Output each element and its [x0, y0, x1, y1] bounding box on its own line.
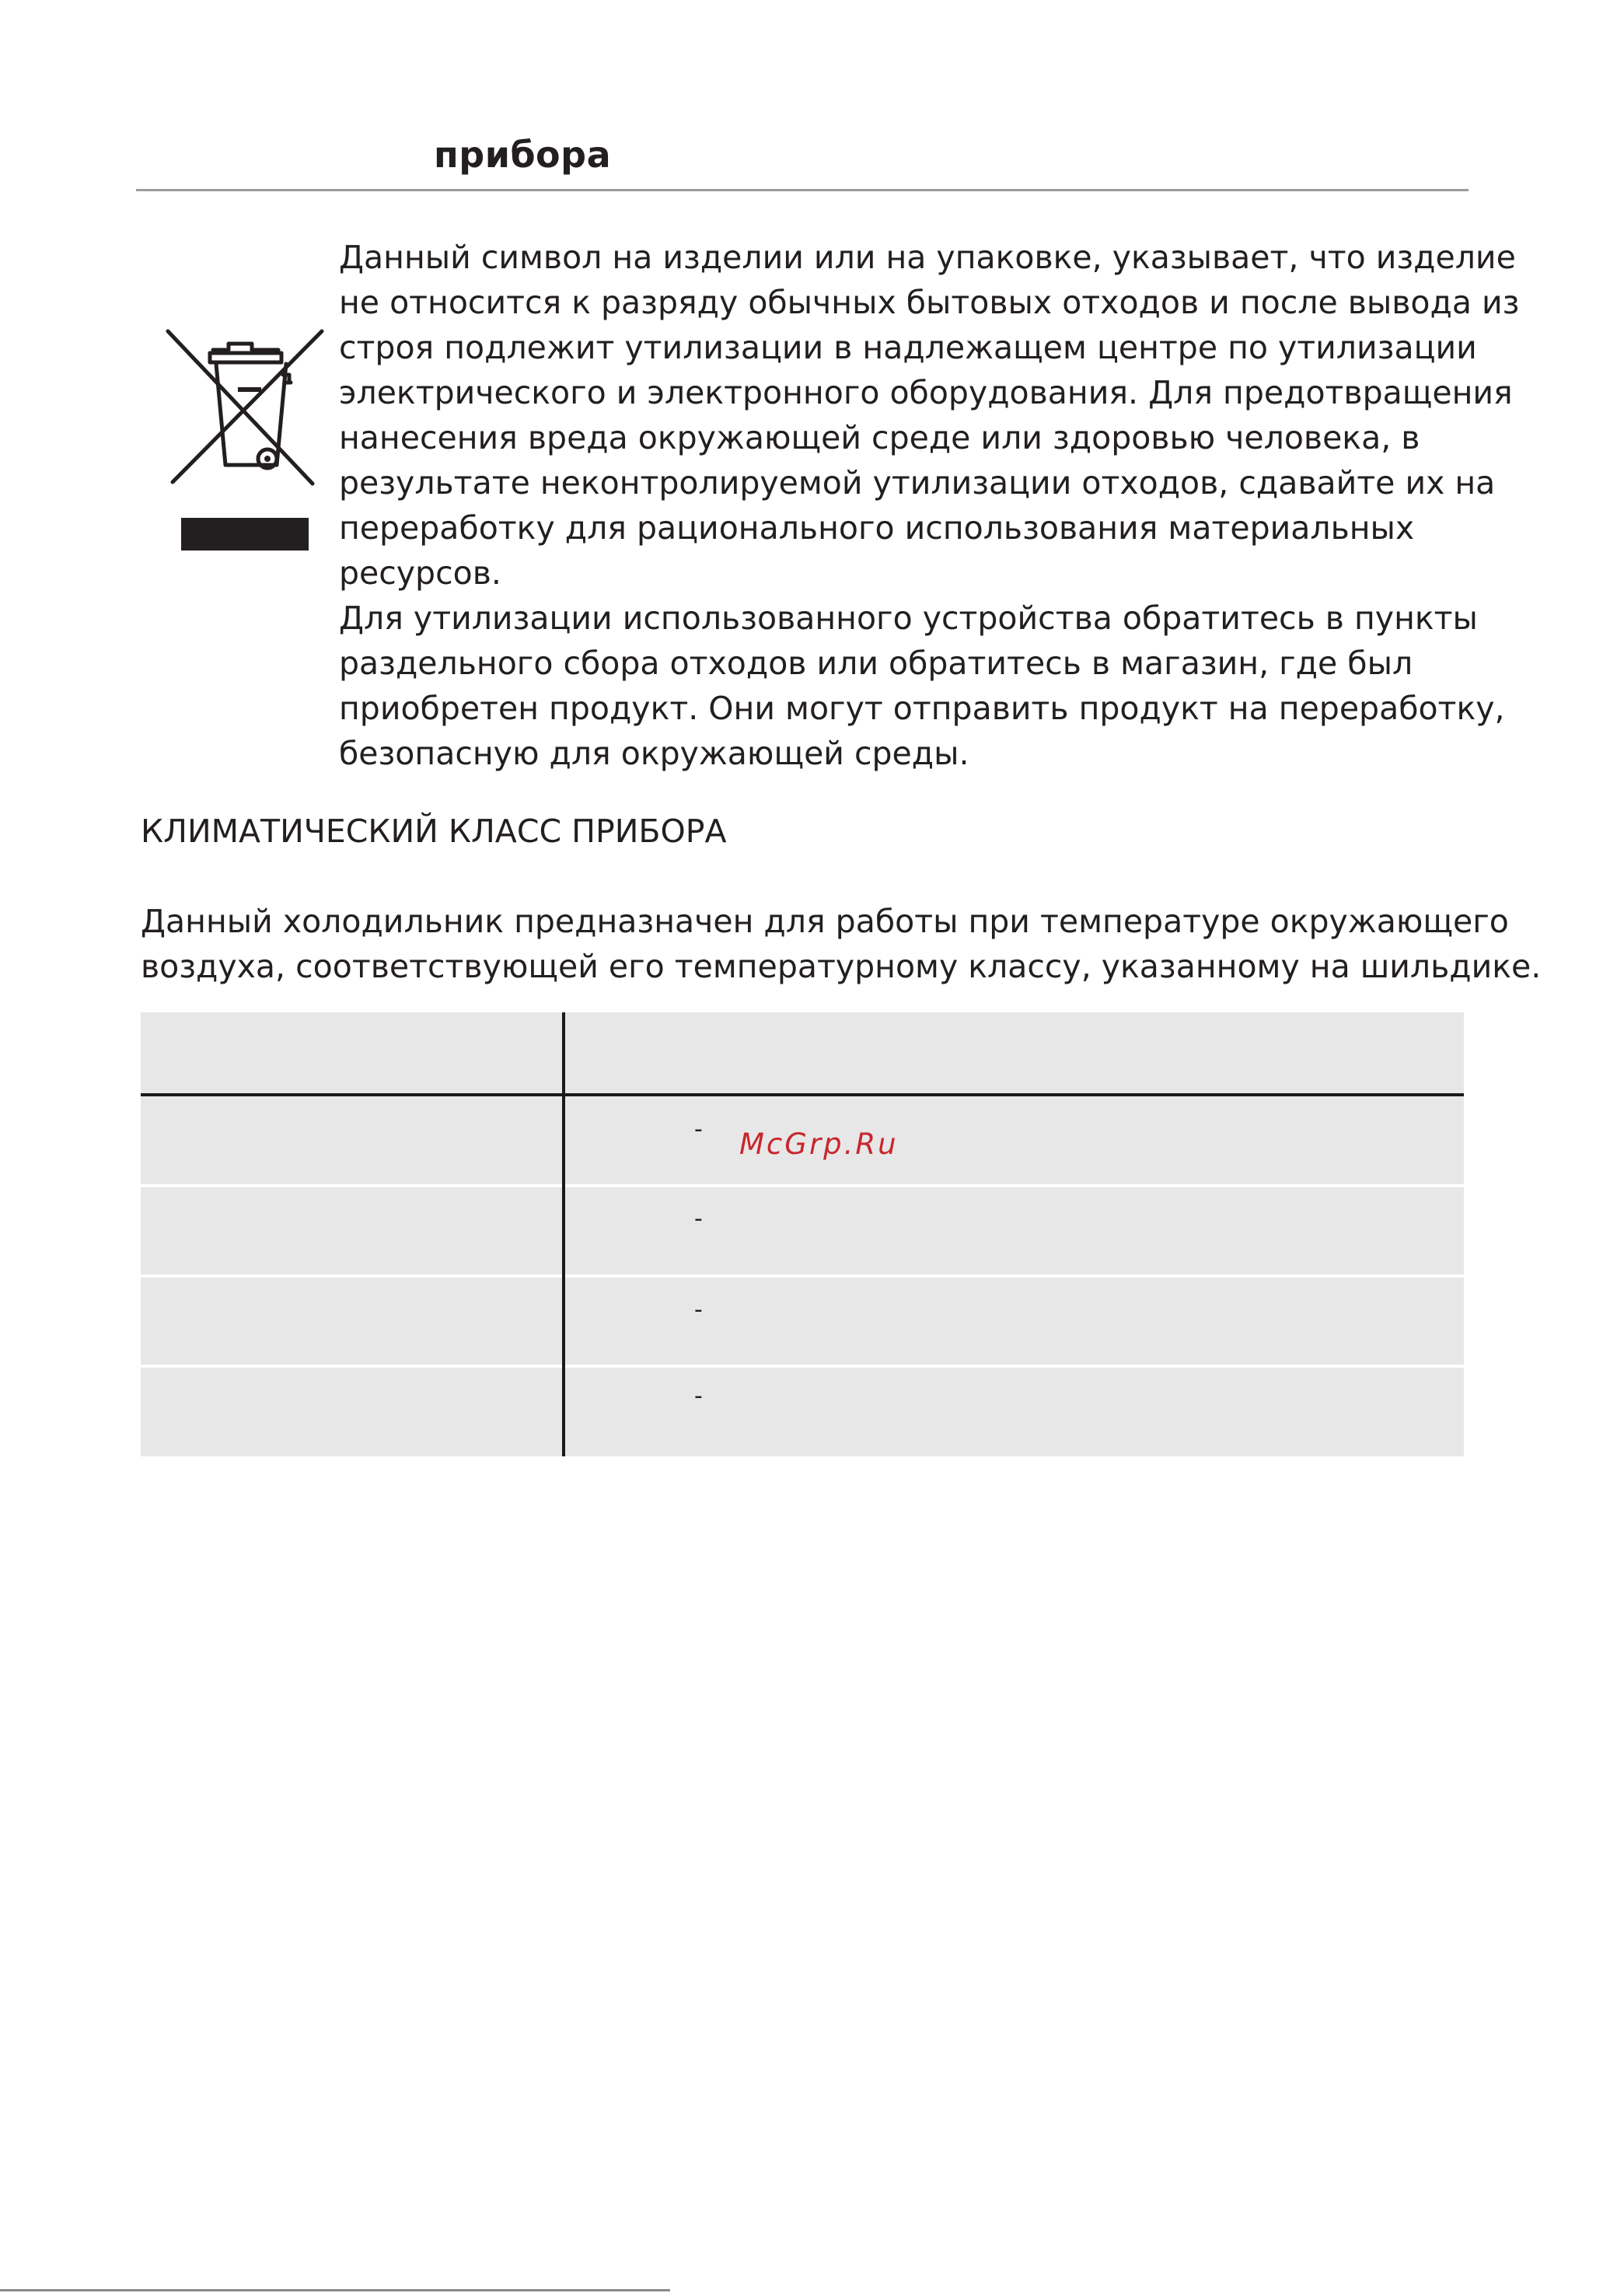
table-cell-dash: - — [694, 1296, 703, 1323]
table-header-row — [141, 1012, 1464, 1093]
climate-intro-line: воздуха, соответствующей его температурному классу, указанному на шильдике. — [141, 948, 1542, 985]
table-cell-dash: - — [694, 1116, 703, 1143]
disposal-line: Для утилизации использованного устройства обратитесь в пункты — [339, 599, 1478, 637]
disposal-line: ресурсов. — [339, 554, 501, 592]
page-heading: прибора — [434, 134, 612, 176]
disposal-line: не относится к разряду обычных бытовых отходов и после вывода из — [339, 284, 1520, 321]
climate-class-title: КЛИМАТИЧЕСКИЙ КЛАСС ПРИБОРА — [141, 813, 727, 850]
table-column-divider — [562, 1012, 565, 1456]
climate-class-table — [141, 1012, 1464, 1456]
footer-divider — [0, 2289, 670, 2291]
disposal-line: переработку для рационального использования материальных — [339, 509, 1415, 547]
disposal-line: электрического и электронного оборудования. Для предотвращения — [339, 374, 1513, 411]
table-cell-dash: - — [694, 1382, 703, 1410]
table-row — [141, 1187, 1464, 1274]
heading-divider — [136, 189, 1469, 191]
disposal-notice — [339, 235, 1520, 776]
disposal-line: безопасную для окружающей среды. — [339, 735, 969, 772]
table-cell-dash: - — [694, 1205, 703, 1232]
climate-intro — [141, 899, 1541, 989]
crossed-out-wheelie-bin-icon — [165, 327, 325, 552]
table-row — [141, 1368, 1464, 1456]
watermark-text: McGrp.Ru — [739, 1127, 899, 1161]
disposal-line: Данный символ на изделии или на упаковке, указывает, что изделие — [339, 239, 1516, 276]
disposal-line: строя подлежит утилизации в надлежащем центре по утилизации — [339, 329, 1477, 366]
disposal-line: раздельного сбора отходов или обратитесь в магазин, где был — [339, 645, 1413, 682]
climate-intro-line: Данный холодильник предназначен для работы при температуре окружающего — [141, 903, 1509, 940]
disposal-line: приобретен продукт. Они могут отправить продукт на переработку, — [339, 690, 1505, 727]
table-row — [141, 1278, 1464, 1365]
disposal-line: результате неконтролируемой утилизации отходов, сдавайте их на — [339, 464, 1496, 502]
disposal-line: нанесения вреда окружающей среде или здоровью человека, в — [339, 419, 1420, 456]
